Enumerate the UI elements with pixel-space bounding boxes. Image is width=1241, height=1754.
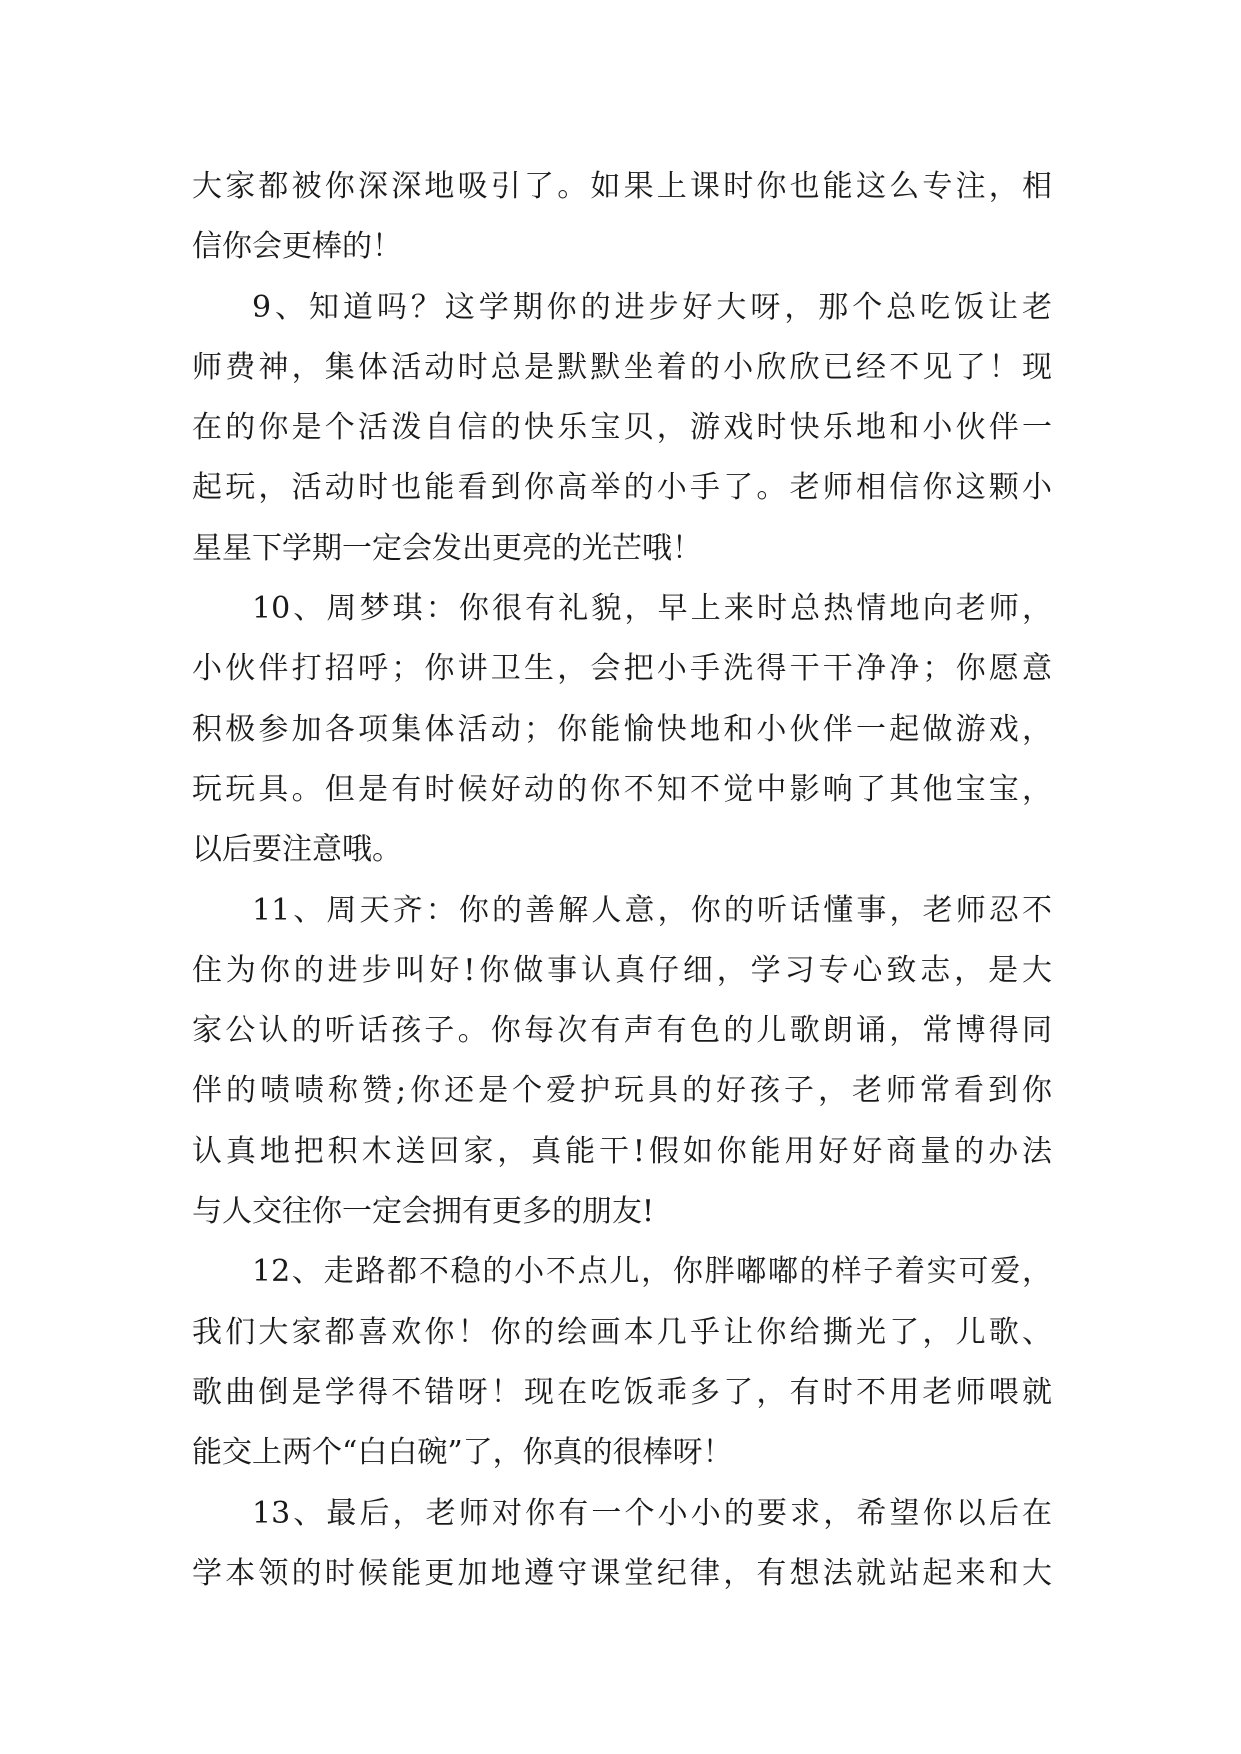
text-line: 玩玩具。但是有时候好动的你不知不觉中影响了其他宝宝， <box>192 771 1052 807</box>
text-line: 9、知道吗？这学期你的进步好大呀，那个总吃饭让老 <box>252 289 1052 325</box>
text-line: 起玩，活动时也能看到你高举的小手了。老师相信你这颗小 <box>192 470 1052 506</box>
text-line: 学本领的时候能更加地遵守课堂纪律，有想法就站起来和大 <box>192 1555 1052 1591</box>
text-line: 能交上两个“白白碗”了，你真的很棒呀！ <box>192 1435 733 1471</box>
text-line: 伴的啧啧称赞;你还是个爱护玩具的好孩子，老师常看到你 <box>192 1073 1052 1109</box>
text-line: 大家都被你深深地吸引了。如果上课时你也能这么专注，相 <box>192 169 1052 204</box>
text-line: 12、走路都不稳的小不点儿，你胖嘟嘟的样子着实可爱， <box>252 1254 1052 1290</box>
text-line: 师费神，集体活动时总是默默坐着的小欣欣已经不见了！现 <box>192 349 1052 385</box>
text-line: 认真地把积木送回家，真能干!假如你能用好好商量的办法 <box>192 1133 1052 1169</box>
text-line: 信你会更棒的！ <box>192 229 402 265</box>
text-line: 11、周天齐：你的善解人意，你的听话懂事，老师忍不 <box>252 892 1052 928</box>
text-line: 歌曲倒是学得不错呀！现在吃饭乖多了，有时不用老师喂就 <box>192 1374 1052 1410</box>
text-line: 与人交往你一定会拥有更多的朋友! <box>192 1194 655 1230</box>
text-line: 住为你的进步叫好!你做事认真仔细，学习专心致志，是大 <box>192 952 1052 988</box>
text-line: 在的你是个活泼自信的快乐宝贝，游戏时快乐地和小伙伴一 <box>192 410 1052 446</box>
text-line: 小伙伴打招呼；你讲卫生，会把小手洗得干干净净；你愿意 <box>192 651 1052 687</box>
text-line: 13、最后，老师对你有一个小小的要求，希望你以后在 <box>252 1495 1052 1531</box>
text-line: 我们大家都喜欢你！你的绘画本几乎让你给撕光了，儿歌、 <box>192 1314 1052 1350</box>
text-line: 星星下学期一定会发出更亮的光芒哦！ <box>192 530 702 566</box>
text-line: 积极参加各项集体活动；你能愉快地和小伙伴一起做游戏， <box>192 711 1052 747</box>
text-line: 10、周梦琪：你很有礼貌，早上来时总热情地向老师， <box>252 591 1052 627</box>
body-text <box>192 157 1052 1604</box>
text-line: 以后要注意哦。 <box>192 832 402 868</box>
text-line: 家公认的听话孩子。你每次有声有色的儿歌朗诵，常博得同 <box>192 1013 1052 1049</box>
